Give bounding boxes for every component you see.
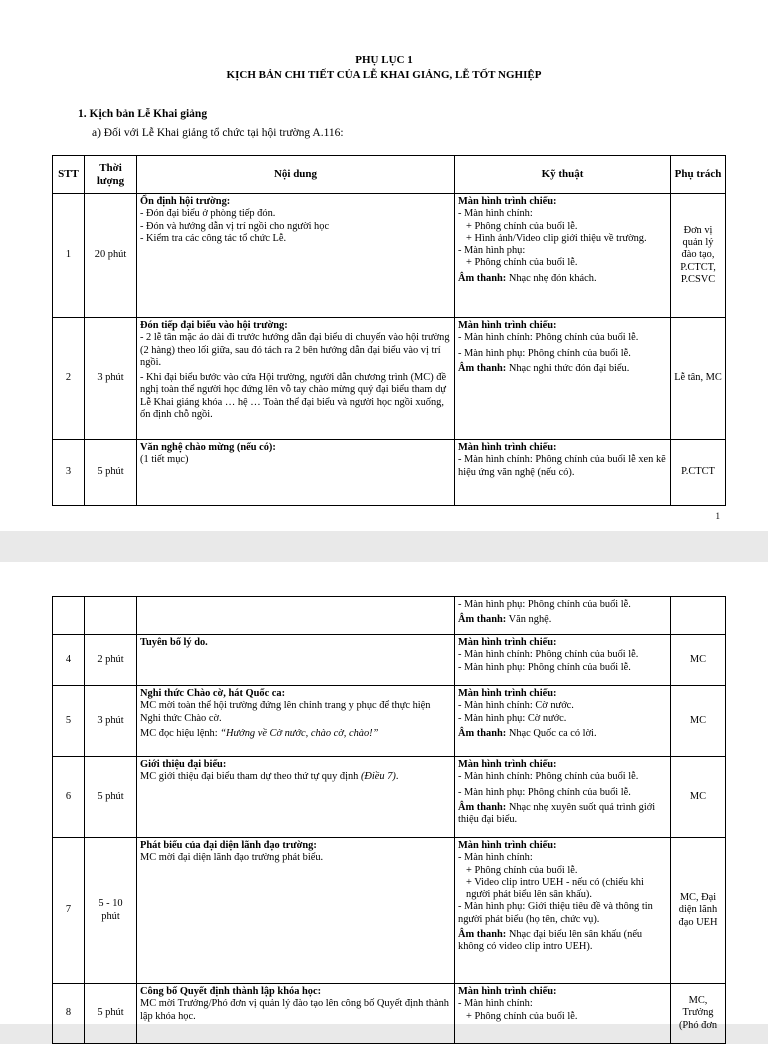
screen-label: Màn hình trình chiếu:: [458, 840, 557, 851]
row-owner: MC: [671, 757, 726, 838]
row-title: Nghi thức Chào cờ, hát Quốc ca:: [140, 688, 286, 699]
row-stt: 3: [53, 440, 85, 506]
screen-label: Màn hình trình chiếu:: [458, 688, 557, 699]
row-tech: [455, 318, 671, 440]
row-content: [137, 440, 455, 506]
page-2: [0, 562, 768, 1031]
row-time: 3 phút: [85, 686, 137, 757]
quote-prefix: MC đọc hiệu lệnh:: [140, 727, 221, 739]
tech-line: - Màn hình phụ: Phông chính của buổi lễ.: [458, 599, 631, 610]
row-time: 5 phút: [85, 440, 137, 506]
row-line: - Kiểm tra các công tác tổ chức Lễ.: [140, 232, 287, 244]
row-tech: [455, 686, 671, 757]
row-time: 3 phút: [85, 318, 137, 440]
tech-line: - Màn hình chính: Phông chính của buổi lễ.: [458, 649, 639, 661]
sound-label: Âm thanh:: [458, 727, 507, 739]
schedule-table-page-1: [52, 155, 726, 506]
row-stt: 1: [53, 194, 85, 318]
tech-line: + Phông chính của buổi lễ.: [466, 864, 578, 876]
row-tech: [455, 757, 671, 838]
table-row: [53, 597, 726, 635]
row-content: [137, 757, 455, 838]
row-content: [137, 635, 455, 686]
tech-line: - Màn hình phụ: Cờ nước.: [458, 712, 567, 724]
row-content: [137, 686, 455, 757]
screen-label: Màn hình trình chiếu:: [458, 637, 557, 648]
row-time: 2 phút: [85, 635, 137, 686]
header-content: Nội dung: [137, 156, 455, 194]
sound-value: Văn nghệ.: [508, 614, 552, 626]
row-line: - Đón đại biểu ở phòng tiếp đón.: [140, 208, 276, 220]
row-stt: 7: [53, 838, 85, 984]
sound-label: Âm thanh:: [458, 272, 507, 284]
tech-line: - Màn hình chính:: [458, 852, 533, 864]
row-line: - Khi đại biểu bước vào cửa Hội trường, người dẫn chương trình (MC) đề nghị toàn thể người học đứng lên vỗ tay chào mừng quý đại biểu tham dự Lễ Khai giảng khóa … hệ … Toàn thể đại biểu và người học ngồi xuống, ổn định chỗ ngồi.: [140, 372, 447, 420]
row-time: 5 phút: [85, 757, 137, 838]
section-heading: 1. Kịch bản Lễ Khai giảng: [78, 108, 208, 120]
tech-line: - Màn hình phụ: Phông chính của buổi lễ.: [458, 347, 631, 359]
header-tech: Kỹ thuật: [455, 156, 671, 194]
table-row: [53, 686, 726, 757]
screen-label: Màn hình trình chiếu:: [458, 320, 557, 331]
table-row: [53, 984, 726, 1044]
tech-line: - Màn hình phụ:: [458, 245, 526, 257]
tech-line: + Hình ảnh/Video clip giới thiệu về trường.: [466, 232, 647, 244]
table-row: [53, 757, 726, 838]
row-owner: MC: [671, 686, 726, 757]
row-tech: [455, 597, 671, 635]
row-tech: [455, 194, 671, 318]
row-tech: [455, 440, 671, 506]
document-title: KỊCH BẢN CHI TIẾT CỦA LỄ KHAI GIẢNG, LỄ TỐT NGHIỆP: [226, 69, 542, 81]
tech-line: - Màn hình chính: Phông chính của buổi lễ xen kẽ hiệu ứng văn nghệ (nếu có).: [458, 454, 666, 478]
tech-line: - Màn hình chính:: [458, 998, 533, 1010]
tech-line: - Màn hình chính:: [458, 208, 533, 220]
appendix-title: PHỤ LỤC 1: [355, 54, 413, 66]
row-line: MC mời toàn thể hội trường đứng lên chỉnh trang y phục để thực hiện Nghi thức Chào cờ.: [140, 700, 431, 724]
sound-value: Nhạc đại biểu lên sân khấu (nếu không có video clip intro UEH).: [458, 928, 643, 953]
sound-label: Âm thanh:: [458, 928, 507, 940]
page-number: 1: [715, 511, 720, 521]
row-title: Tuyên bố lý do.: [140, 637, 208, 648]
tech-line: - Màn hình chính: Phông chính của buổi lễ.: [458, 771, 639, 783]
table-row: [53, 838, 726, 984]
row-owner: MC: [671, 635, 726, 686]
table-row: [53, 318, 726, 440]
sound-value: Nhạc nhẹ xuyên suốt quá trình giới thiệu đại biểu.: [458, 801, 656, 826]
row-line: MC mời Trưởng/Phó đơn vị quản lý đào tạo lên công bố Quyết định thành lập khóa học.: [140, 998, 450, 1022]
row-stt: 8: [53, 984, 85, 1044]
screen-label: Màn hình trình chiếu:: [458, 442, 557, 453]
row-line-end: .: [395, 771, 399, 783]
screen-label: Màn hình trình chiếu:: [458, 759, 557, 770]
row-content: [137, 838, 455, 984]
row-title: Ổn định hội trường:: [140, 196, 231, 207]
header-stt: STT: [53, 156, 85, 194]
row-line: - Đón và hướng dẫn vị trí ngồi cho người học: [140, 220, 330, 232]
row-line: - 2 lễ tân mặc áo dài đi trước hướng dẫn đại biểu di chuyển vào hội trường (2 hàng) theo lối giữa, sau đó tách ra 2 bên hướng dẫn đại biểu vào vị trí ngồi.: [140, 332, 450, 368]
table-row: [53, 635, 726, 686]
row-title: Phát biểu của đại diện lãnh đạo trường:: [140, 840, 317, 851]
row-tech: [455, 838, 671, 984]
row-line: MC giới thiệu đại biểu tham dự theo thứ tự quy định: [140, 771, 361, 783]
article-ref: (Điều 7): [360, 771, 396, 783]
table-row: [53, 194, 726, 318]
row-stt: 4: [53, 635, 85, 686]
row-owner: Lễ tân, MC: [671, 318, 726, 440]
row-title: Công bố Quyết định thành lập khóa học:: [140, 986, 322, 997]
sound-label: Âm thanh:: [458, 362, 507, 374]
row-title: Văn nghệ chào mừng (nếu có):: [140, 442, 276, 453]
tech-line: - Màn hình phụ: Phông chính của buổi lễ.: [458, 661, 631, 673]
row-time: 20 phút: [85, 194, 137, 318]
row-line: (1 tiết mục): [140, 454, 189, 466]
row-tech: [455, 635, 671, 686]
row-line: MC mời đại diện lãnh đạo trường phát biểu.: [140, 852, 324, 864]
header-time: Thời lượng: [85, 156, 137, 194]
tech-line: - Màn hình phụ: Giới thiệu tiêu đề và thông tin người phát biểu (họ tên, chức vụ).: [458, 901, 653, 925]
subsection-heading: a) Đối với Lễ Khai giảng tổ chức tại hội trường A.116:: [92, 127, 344, 139]
row-title: Đón tiếp đại biểu vào hội trường:: [140, 320, 288, 331]
row-content: [137, 984, 455, 1044]
sound-value: Nhạc Quốc ca có lời.: [508, 727, 597, 739]
tech-line: + Phông chính của buổi lễ.: [466, 220, 578, 232]
sound-label: Âm thanh:: [458, 614, 507, 626]
tech-line: - Màn hình phụ: Phông chính của buổi lễ.: [458, 786, 631, 798]
row-stt: 6: [53, 757, 85, 838]
sound-value: Nhạc nhẹ đón khách.: [508, 272, 597, 284]
row-tech: [455, 984, 671, 1044]
screen-label: Màn hình trình chiếu:: [458, 986, 557, 997]
tech-line: + Phông chính của buổi lễ.: [466, 257, 578, 269]
table-header-row: [53, 156, 726, 194]
sound-value: Nhạc nghi thức đón đại biểu.: [508, 362, 630, 374]
tech-line: - Màn hình chính: Phông chính của buổi lễ.: [458, 332, 639, 344]
row-stt: 2: [53, 318, 85, 440]
row-owner: MC, Đại diện lãnh đạo UEH: [671, 838, 726, 984]
row-content: [137, 318, 455, 440]
row-stt: 5: [53, 686, 85, 757]
quote-text: “Hướng về Cờ nước, chào cờ, chào!”: [220, 727, 379, 739]
sound-label: Âm thanh:: [458, 801, 507, 813]
row-title: Giới thiệu đại biểu:: [140, 759, 227, 770]
tech-line: - Màn hình chính: Cờ nước.: [458, 700, 574, 712]
tech-line: + Video clip intro UEH - nếu có (chiếu khi người phát biểu lên sân khấu).: [466, 876, 644, 901]
row-owner: Đơn vị quản lý đào tạo, P.CTCT, P.CSVC: [671, 194, 726, 318]
row-content: [137, 194, 455, 318]
tech-line: + Phông chính của buổi lễ.: [466, 1010, 578, 1022]
screen-label: Màn hình trình chiếu:: [458, 196, 557, 207]
schedule-table-page-2: [52, 596, 726, 1044]
table-row: [53, 440, 726, 506]
row-time: 5 - 10 phút: [85, 838, 137, 984]
header-owner: Phụ trách: [671, 156, 726, 194]
row-owner: MC, Trưởng (Phó đơn: [671, 984, 726, 1044]
row-owner: P.CTCT: [671, 440, 726, 506]
row-time: 5 phút: [85, 984, 137, 1044]
